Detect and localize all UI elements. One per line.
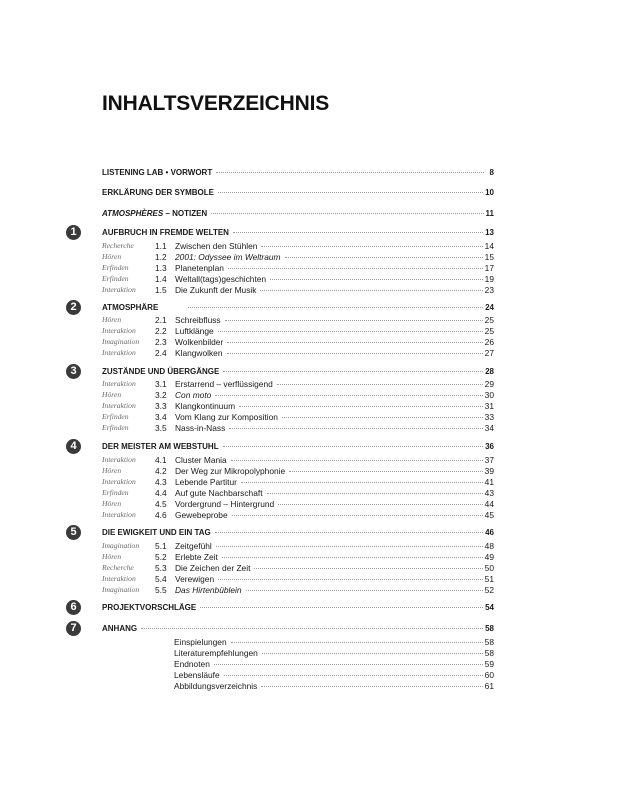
category-label: Erfinden — [102, 488, 129, 497]
page-number: 50 — [484, 563, 494, 573]
toc-chapter-7[interactable] — [102, 623, 494, 635]
section-number: 4.6 — [155, 510, 167, 520]
chapter-title: PROJEKTVORSCHLÄGE — [102, 603, 197, 612]
category-label: Erfinden — [102, 423, 129, 432]
page-number: 15 — [484, 252, 494, 262]
dot-leader — [216, 546, 483, 547]
section-number: 4.2 — [155, 466, 167, 476]
section-number: 2.4 — [155, 348, 167, 358]
dot-leader — [231, 642, 483, 643]
entry-title: Nass-in-Nass — [175, 423, 226, 433]
category-label: Imagination — [102, 541, 140, 550]
dot-leader — [254, 568, 482, 569]
entry-title: Wolkenbilder — [175, 337, 224, 347]
category-label: Hören — [102, 466, 122, 475]
dot-leader — [239, 406, 483, 407]
category-label: Imagination — [102, 585, 140, 594]
category-label: Interaktion — [102, 455, 136, 464]
dot-leader — [227, 353, 483, 354]
page-number: 58 — [485, 624, 494, 633]
page-number: 34 — [484, 423, 494, 433]
dot-leader — [211, 213, 483, 214]
page-number: 39 — [484, 466, 494, 476]
dot-leader — [215, 395, 482, 396]
section-number: 2.3 — [155, 337, 167, 347]
dot-leader — [231, 460, 483, 461]
page-number: 29 — [484, 379, 494, 389]
entry-title: Die Zukunft der Musik — [175, 285, 257, 295]
entry-title: Einspielungen — [174, 637, 227, 647]
dot-leader — [260, 290, 482, 291]
toc-chapter-6[interactable] — [102, 602, 494, 614]
page-number: 10 — [485, 188, 494, 197]
page-number: 25 — [484, 326, 494, 336]
toc-chapter-2[interactable] — [102, 302, 494, 314]
category-label: Recherche — [102, 563, 134, 572]
dot-leader — [282, 417, 483, 418]
toc-entry-symbole[interactable] — [102, 187, 494, 199]
entry-title: Klangkontinuum — [175, 401, 236, 411]
category-label: Interaktion — [102, 574, 136, 583]
entry-title: Erlebte Zeit — [175, 552, 218, 562]
chapter-title: DER MEISTER AM WEBSTUHL — [102, 442, 219, 451]
page-number: 14 — [484, 241, 494, 251]
entry-title: Lebende Partitur — [175, 477, 237, 487]
page-number: 36 — [485, 442, 494, 451]
page-number: 25 — [484, 315, 494, 325]
chapter-title: AUFBRUCH IN FREMDE WELTEN — [102, 228, 229, 237]
page-number: 49 — [484, 552, 494, 562]
entry-title: LISTENING LAB • VORWORT — [102, 168, 213, 177]
page-number: 54 — [485, 603, 494, 612]
dot-leader — [223, 371, 483, 372]
chapter-title: ATMOSPHÄRE — [102, 303, 159, 312]
dot-leader — [218, 192, 483, 193]
entry-title: Gewebeprobe — [175, 510, 228, 520]
section-number: 2.1 — [155, 315, 167, 325]
section-number: 3.1 — [155, 379, 167, 389]
dot-leader — [233, 232, 483, 233]
dot-leader — [227, 342, 482, 343]
dot-leader — [225, 320, 483, 321]
section-number: 1.1 — [155, 241, 167, 251]
category-label: Hören — [102, 315, 122, 324]
chapter-number-icon: 5 — [66, 525, 81, 540]
section-number: 4.5 — [155, 499, 167, 509]
page-number: 60 — [484, 670, 494, 680]
page-number: 30 — [484, 390, 494, 400]
section-number: 5.1 — [155, 541, 167, 551]
dot-leader — [141, 628, 483, 629]
page-number: 58 — [484, 648, 494, 658]
page-number: 8 — [489, 168, 494, 177]
chapter-number-icon: 3 — [66, 364, 81, 379]
page-number: 27 — [484, 348, 494, 358]
entry-title: Vordergrund – Hintergrund — [175, 499, 275, 509]
entry-title-italic: ATMOSPHÈRES — [102, 209, 164, 218]
section-number: 4.1 — [155, 455, 167, 465]
section-number: 3.2 — [155, 390, 167, 400]
page-number: 44 — [484, 499, 494, 509]
page-number: 24 — [485, 303, 494, 312]
toc-entry-notizen[interactable] — [102, 208, 494, 220]
dot-leader — [285, 257, 483, 258]
dot-leader — [277, 384, 483, 385]
entry-title: Luftklänge — [175, 326, 214, 336]
page-number: 43 — [484, 488, 494, 498]
chapter-title: DIE EWIGKEIT UND EIN TAG — [102, 528, 211, 537]
category-label: Interaktion — [102, 326, 136, 335]
dot-leader — [188, 307, 483, 308]
entry-title: Abbildungsverzeichnis — [174, 681, 258, 691]
page-number: 23 — [484, 285, 494, 295]
chapter-number-icon: 6 — [66, 600, 81, 615]
page-number: 58 — [484, 637, 494, 647]
entry-title: Die Zeichen der Zeit — [175, 563, 251, 573]
chapter-title: ZUSTÄNDE UND ÜBERGÄNGE — [102, 367, 220, 376]
entry-title: ERKLÄRUNG DER SYMBOLE — [102, 188, 215, 197]
dot-leader — [232, 515, 483, 516]
chapter-number-icon: 2 — [66, 300, 81, 315]
dot-leader — [222, 557, 483, 558]
toc-entry[interactable] — [155, 584, 494, 596]
page-number: 46 — [485, 528, 494, 537]
entry-title: Verewigen — [175, 574, 215, 584]
page-number: 11 — [485, 209, 494, 218]
category-label: Erfinden — [102, 412, 129, 421]
category-label: Interaktion — [102, 477, 136, 486]
section-number: 3.4 — [155, 412, 167, 422]
section-number: 1.3 — [155, 263, 167, 273]
entry-title: Zwischen den Stühlen — [175, 241, 258, 251]
category-label: Hören — [102, 252, 122, 261]
entry-title: 2001: Odyssee im Weltraum — [175, 252, 281, 262]
entry-title: Der Weg zur Mikropolyphonie — [175, 466, 286, 476]
entry-title: Lebensläufe — [174, 670, 220, 680]
toc-entry[interactable] — [155, 422, 494, 434]
toc-chapter-3[interactable] — [102, 366, 494, 378]
chapter-number-icon: 4 — [66, 439, 81, 454]
page-number: 45 — [484, 510, 494, 520]
category-label: Hören — [102, 499, 122, 508]
page-number: 13 — [485, 228, 494, 237]
section-number: 1.4 — [155, 274, 167, 284]
dot-leader — [223, 446, 484, 447]
dot-leader — [278, 504, 483, 505]
dot-leader — [214, 664, 483, 665]
page-number: 31 — [484, 401, 494, 411]
entry-title: Planetenplan — [175, 263, 224, 273]
section-number: 2.2 — [155, 326, 167, 336]
page-number: 52 — [484, 585, 494, 595]
dot-leader — [216, 172, 484, 173]
toc-entry[interactable] — [174, 680, 494, 692]
category-label: Interaktion — [102, 285, 136, 294]
section-number: 1.2 — [155, 252, 167, 262]
category-label: Interaktion — [102, 379, 136, 388]
category-label: Interaktion — [102, 348, 136, 357]
entry-title: Vom Klang zur Komposition — [175, 412, 278, 422]
page-number: 59 — [484, 659, 494, 669]
page-title: INHALTSVERZEICHNIS — [102, 92, 330, 115]
section-number: 5.5 — [155, 585, 167, 595]
section-number: 4.4 — [155, 488, 167, 498]
dot-leader — [246, 590, 483, 591]
dot-leader — [218, 331, 483, 332]
dot-leader — [262, 653, 483, 654]
page-number: 33 — [484, 412, 494, 422]
toc-entry[interactable] — [155, 509, 494, 521]
dot-leader — [224, 675, 483, 676]
chapter-number-icon: 1 — [66, 225, 81, 240]
category-label: Interaktion — [102, 401, 136, 410]
category-label: Recherche — [102, 241, 134, 250]
section-number: 3.3 — [155, 401, 167, 411]
category-label: Hören — [102, 390, 122, 399]
dot-leader — [270, 279, 483, 280]
toc-chapter-1[interactable] — [102, 227, 494, 239]
dot-leader — [215, 532, 483, 533]
entry-title: Weltall(tags)geschichten — [175, 274, 267, 284]
page-number: 26 — [484, 337, 494, 347]
section-number: 5.4 — [155, 574, 167, 584]
category-label: Erfinden — [102, 274, 129, 283]
dot-leader — [289, 471, 483, 472]
category-label: Imagination — [102, 337, 140, 346]
section-number: 4.3 — [155, 477, 167, 487]
dot-leader — [228, 268, 483, 269]
dot-leader — [261, 686, 482, 687]
section-number: 3.5 — [155, 423, 167, 433]
page-number: 51 — [484, 574, 494, 584]
chapter-number-icon: 7 — [66, 621, 81, 636]
dot-leader — [267, 493, 483, 494]
entry-title-rest: – NOTIZEN — [163, 209, 208, 218]
category-label: Hören — [102, 552, 122, 561]
entry-title: Con moto — [175, 390, 212, 400]
page-number: 61 — [484, 681, 494, 691]
page-number: 28 — [485, 367, 494, 376]
page-number: 19 — [484, 274, 494, 284]
chapter-title: ANHANG — [102, 624, 138, 633]
toc-chapter-5[interactable] — [102, 527, 494, 539]
category-label: Interaktion — [102, 510, 136, 519]
toc-entry[interactable] — [155, 284, 494, 296]
entry-title: Endnoten — [174, 659, 210, 669]
toc-entry[interactable] — [155, 347, 494, 359]
entry-title: Cluster Mania — [175, 455, 227, 465]
page-number: 37 — [484, 455, 494, 465]
section-number: 5.3 — [155, 563, 167, 573]
entry-title: Erstarrend – verflüssigend — [175, 379, 273, 389]
page-number: 17 — [484, 263, 494, 273]
section-number: 5.2 — [155, 552, 167, 562]
dot-leader — [200, 607, 483, 608]
toc-chapter-4[interactable] — [102, 441, 494, 453]
dot-leader — [241, 482, 483, 483]
dot-leader — [218, 579, 483, 580]
entry-title: Auf gute Nachbarschaft — [175, 488, 263, 498]
dot-leader — [261, 246, 482, 247]
toc-entry-vorwort[interactable] — [102, 167, 494, 179]
entry-title — [102, 208, 207, 220]
entry-title: Literaturempfehlungen — [174, 648, 258, 658]
entry-title: Klangwolken — [175, 348, 223, 358]
page-number: 41 — [484, 477, 494, 487]
category-label: Erfinden — [102, 263, 129, 272]
entry-title: Das Hirtenbüblein — [175, 585, 242, 595]
entry-title: Zeitgefühl — [175, 541, 212, 551]
section-number: 1.5 — [155, 285, 167, 295]
dot-leader — [229, 428, 482, 429]
page-number: 48 — [484, 541, 494, 551]
entry-title: Schreibfluss — [175, 315, 221, 325]
